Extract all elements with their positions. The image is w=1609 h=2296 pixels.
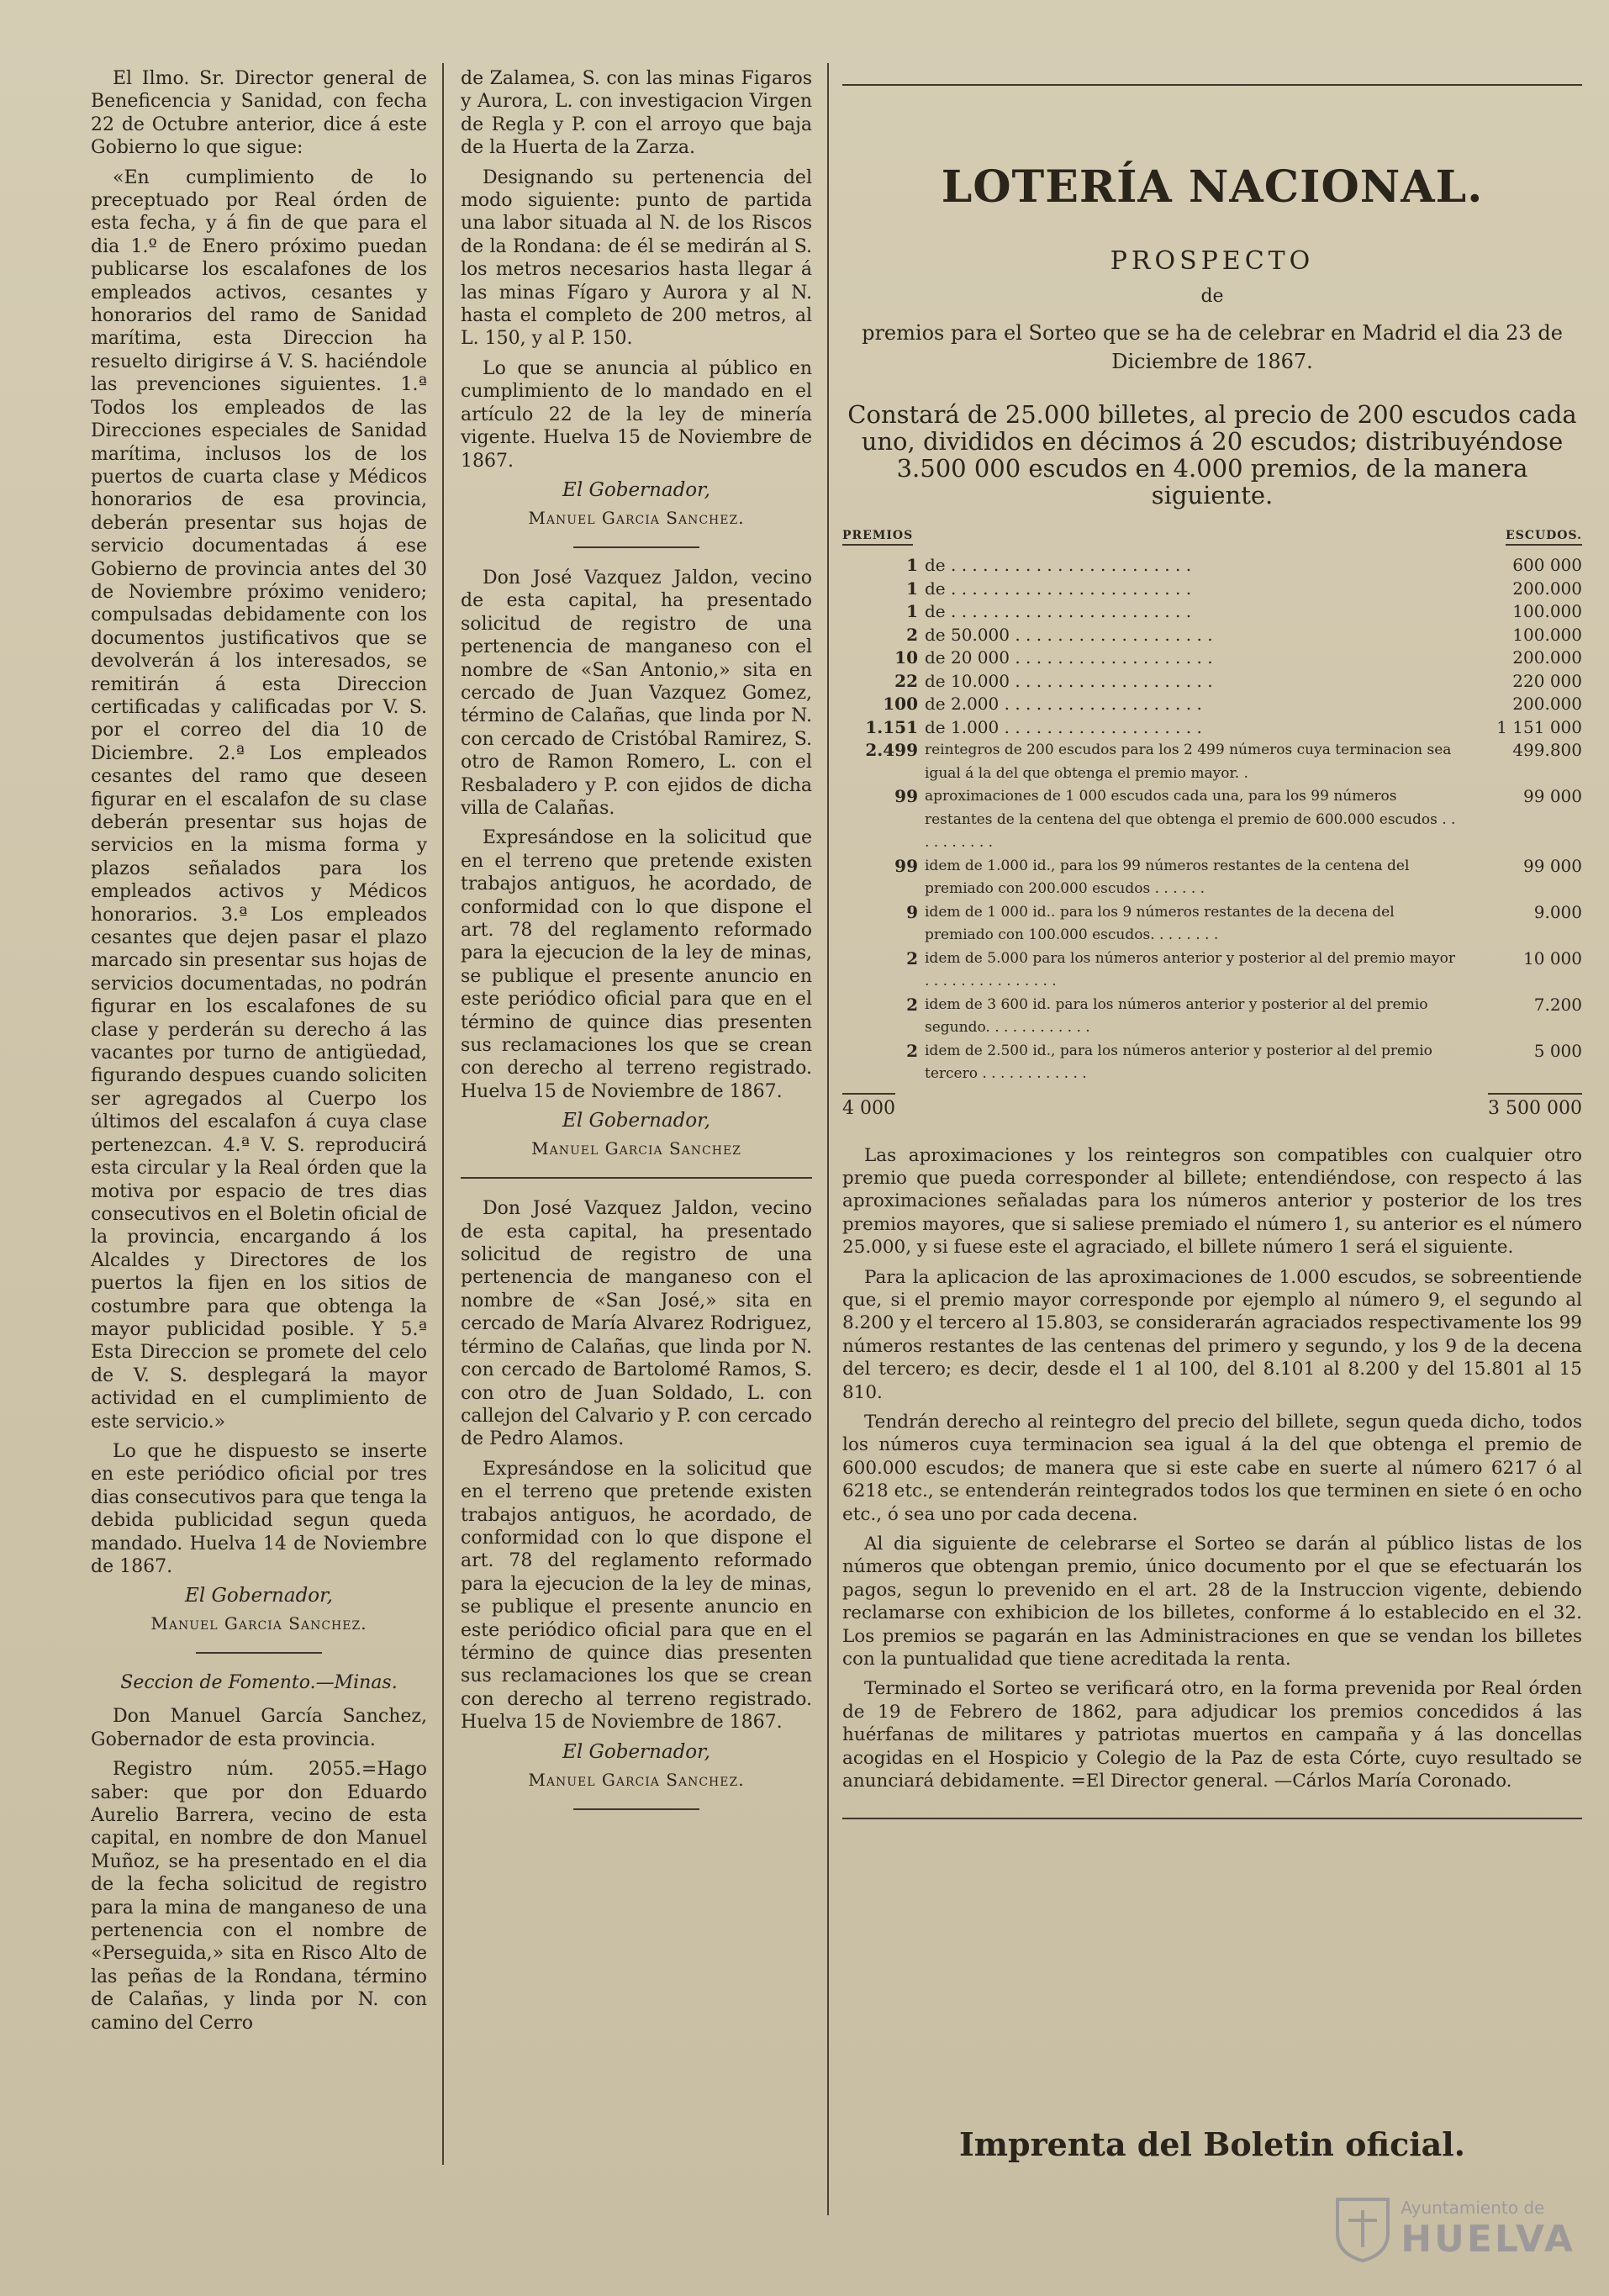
top-rule <box>842 84 1582 86</box>
separator <box>196 1652 322 1654</box>
rules-paragraph: Terminado el Sorteo se verificará otro, en la forma prevenida por Real órden de 19 de Febrero de 1862, para adjudicar los premios concedidos á las huérfanas de militares y patriotas muertos en campaña y á las doncellas acogidas en el Hospicio y Colegio de la Paz de esta Córte, cuyo resultado se anunciará debidamente. =El Director general. —Cárlos María Coronado. <box>842 1678 1582 1792</box>
separator <box>573 1808 699 1810</box>
signature-name: Manuel Garcia Sanchez. <box>150 1613 367 1634</box>
bottom-rule <box>842 1818 1582 1819</box>
signature-name: Manuel Garcia Sanchez <box>531 1138 741 1159</box>
total-count: 4 000 <box>842 1093 895 1119</box>
governor-intro: Don Manuel García Sanchez, Gobernador de esta provincia. <box>91 1706 427 1750</box>
registro-text: Registro núm. 2055.=Hago saber: que por don Eduardo Aurelio Barrera, vecino de esta capital, en nombre de don Manuel Muñoz, se ha presentado en el dia de la fecha solicitud de registro para la mina de manganeso de una pertenencia con el nombre de «Perseguida,» sita en Risco Alto de las peñas de la Rondana, término de Calañas, y linda por N. con camino del Cerro <box>91 1759 427 2034</box>
column-3-loteria <box>842 67 1582 1838</box>
signature-role: El Gobernador, <box>185 1585 333 1607</box>
table-row: 2 de 50.000 . . . . . . . . . . . . . . . . . . . 100.000 <box>906 624 1582 645</box>
san-antonio-request: Don José Vazquez Jaldon, vecino de esta capital, ha presentado solicitud de registro de una pertenencia de manganeso con el nombre de «San Antonio,» sita en cercado de Juan Vazquez Gomez, término de Calañas, que linda por N. con cercado de Cristóbal Ramirez, S. otro de Ramon Romero, L. con el Resbaladero y P. con ejidos de dicha villa de Calañas. <box>461 567 812 819</box>
de-label: de <box>1200 286 1224 307</box>
rules-paragraph: Tendrán derecho al reintegro del precio del billete, segun queda dicho, todos los números cuya terminacion sea igual á la del que obtenga el premio de 600.000 escudos; de manera que si este cabe en suerte al número 6217 ó al 6218 etc., se entenderán reintegrados todos los que terminen en siete ó en ocho etc., ó sea uno por cada decena. <box>842 1411 1582 1525</box>
table-row: 1.151 de 1.000 . . . . . . . . . . . . . . . . . . . 1 151 000 <box>865 716 1582 737</box>
mine-bounds: de Zalamea, S. con las minas Figaros y Aurora, L. con investigacion Virgen de Regla y P. con el arroyo que baja de la Huerta de la Zarza. <box>461 68 812 159</box>
total-value: 3 500 000 <box>1488 1093 1582 1119</box>
column-divider-right <box>827 63 829 2215</box>
separator <box>461 1177 812 1179</box>
sorteo-lead: premios para el Sorteo que se ha de celebrar en Madrid el dia 23 de Diciembre de 1867. <box>862 321 1563 373</box>
table-row: 1 de . . . . . . . . . . . . . . . . . . . . . . . 100.000 <box>906 601 1582 621</box>
prize-totals <box>842 1093 1582 1119</box>
table-row: 2.499 reintegros de 200 escudos para los 2 499 números cuya terminacion sea igual á la del que obtenga el premio mayor. . 499.800 <box>865 740 1582 782</box>
separator <box>573 546 699 548</box>
signature-role: El Gobernador, <box>562 478 710 501</box>
table-row: 2 idem de 3 600 id. para los números anterior y posterior al del premio segundo. . . . . . . . . . . . 7.200 <box>906 994 1582 1036</box>
table-row: 2 idem de 2.500 id., para los números anterior y posterior al del premio tercero . . . . . . . . . . . . 5 000 <box>906 1040 1582 1082</box>
table-row: 1 de . . . . . . . . . . . . . . . . . . . . . . . 200.000 <box>906 578 1582 599</box>
table-row: 1 de . . . . . . . . . . . . . . . . . . . . . . . 600 000 <box>906 555 1582 575</box>
table-row: 9 idem de 1 000 id.. para los 9 números restantes de la decena del premiado con 100.000 escudos. . . . . . . . 9.000 <box>906 901 1582 943</box>
table-row: 10 de 20 000 . . . . . . . . . . . . . . . . . . . 200.000 <box>894 647 1582 668</box>
table-row: 100 de 2.000 . . . . . . . . . . . . . . . . . . . 200.000 <box>883 694 1582 714</box>
section-heading: Seccion de Fomento.—Minas. <box>120 1672 398 1694</box>
watermark-line1: Ayuntamiento de <box>1401 2197 1545 2218</box>
signature-role: El Gobernador, <box>562 1740 710 1763</box>
rules-paragraph: Al dia siguiente de celebrarse el Sorteo se darán al público listas de los números que obtengan premio, único documento por el que se efectuarán los pagos, segun lo prevenido en el art. 28 de la Instruccion vigente, debiendo reclamarse con exhibicion de los billetes, conforme á lo establecido en el 32. Los premios se pagarán en las Administraciones en que se vendan los billetes con la puntualidad que tiene acreditada la renta. <box>842 1533 1582 1671</box>
signature-name: Manuel Garcia Sanchez. <box>528 507 745 528</box>
escudos-header: ESCUDOS. <box>1506 529 1582 546</box>
mine-announcement: Lo que se anuncia al público en cumplimiento de lo mandado en el artículo 22 de la ley de minería vigente. Huelva 15 de Noviembre de 1867. <box>461 357 812 472</box>
watermark-line2: HUELVA <box>1401 2217 1575 2261</box>
table-row: 99 idem de 1.000 id., para los 99 números restantes de la centena del premiado con 200.000 escudos . . . . . . 99 000 <box>894 855 1582 897</box>
billetes-terms: Constará de 25.000 billetes, al precio de 200 escudos cada uno, divididos en décimos á 20 escudos; distribuyéndose 3.500 000 escudos en 4.000 premios, de la manera siguiente. <box>847 400 1577 509</box>
column-2 <box>461 67 812 1829</box>
ayuntamiento-watermark <box>1333 2195 1575 2262</box>
prize-table-header <box>842 529 1582 546</box>
san-jose-request: Don José Vazquez Jaldon, vecino de esta capital, ha presentado solicitud de registro de una pertenencia de manganeso con el nombre de «San José,» sita en cercado de María Alvarez Rodriguez, término de Calañas, que linda por N. con cercado de Bartolomé Ramos, S. con otro de Juan Soldado, L. con callejon del Calvario y P. con cercado de Pedro Alamos. <box>461 1198 812 1450</box>
prospecto-heading: PROSPECTO <box>1110 246 1315 276</box>
premios-header: PREMIOS <box>842 529 913 546</box>
table-row: 22 de 10.000 . . . . . . . . . . . . . . . . . . . 220 000 <box>894 670 1582 691</box>
loteria-title: LOTERÍA NACIONAL. <box>941 161 1484 213</box>
table-row: 2 idem de 5.000 para los números anterior y posterior al del premio mayor . . . . . . . . . . . . . . . 10 000 <box>906 947 1582 990</box>
column-1 <box>91 67 427 2041</box>
circular-intro: El Ilmo. Sr. Director general de Beneficencia y Sanidad, con fecha 22 de Octubre anterior, dice á este Gobierno lo que sigue: <box>91 68 427 159</box>
prize-table <box>842 554 1582 1086</box>
signature-name: Manuel Garcia Sanchez. <box>528 1769 745 1790</box>
crest-icon <box>1333 2195 1392 2262</box>
rules-paragraph: Para la aplicacion de las aproximaciones de 1.000 escudos, se sobreentiende que, si el premio mayor corresponde por ejemplo al número 9, el segundo al 8.200 y el tercero al 15.803, se considerarán agraciados respectivamente los 99 números restantes de las centenas del primero y segundo, y los 9 de la decena del tercero; es decir, desde el 1 al 100, del 8.101 al 8.200 y del 15.801 al 15 810. <box>842 1266 1582 1403</box>
column-divider-left <box>442 63 444 2165</box>
circular-closing: Lo que he dispuesto se inserte en este periódico oficial por tres dias consecutivos para que tenga la debida publicidad segun queda mandado. Huelva 14 de Noviembre de 1867. <box>91 1440 427 1577</box>
rules-paragraph: Las aproximaciones y los reintegros son compatibles con cualquier otro premio que pueda corresponder al billete; entendiéndose, con respecto á las aproximaciones señaladas para los números anterior y posterior de los tres premios mayores, que si saliese premiado el número 1, su anterior es el número 25.000, y si fuese este el agraciado, el billete número 1 será el siguiente. <box>842 1144 1582 1259</box>
signature-role: El Gobernador, <box>562 1110 710 1132</box>
san-antonio-resolution: Expresándose en la solicitud que en el terreno que pretende existen trabajos antiguos, he acordado, de conformidad con lo que dispone el art. 78 del reglamento reformado para la ejecucion de la ley de minas, se publique el presente anuncio en este periódico oficial para que en el término de quince dias presenten sus reclamaciones los que se crean con derecho al terreno registrado. Huelva 15 de Noviembre de 1867. <box>461 827 812 1102</box>
san-jose-resolution: Expresándose en la solicitud que en el terreno que pretende existen trabajos antiguos, he acordado, de conformidad con lo que dispone el art. 78 del reglamento reformado para la ejecucion de la ley de minas, se publique el presente anuncio en este periódico oficial para que en el término de quince dias presenten sus reclamaciones los que se crean con derecho al terreno registrado. Huelva 15 de Noviembre de 1867. <box>461 1458 812 1734</box>
printer-credit: Imprenta del Boletin oficial. <box>959 2125 1465 2163</box>
mine-designation: Designando su pertenencia del modo siguiente: punto de partida una labor situada al N. de los Riscos de la Rondana: de él se medirán al S. los metros necesarios hasta llegar á las minas Fígaro y Aurora y al N. hasta el completo de 200 metros, al L. 150, y al P. 150. <box>461 166 812 350</box>
circular-body: «En cumplimiento de lo preceptuado por Real órden de esta fecha, y á fin de que para el dia 1.º de Enero próximo puedan publicarse los escalafones de los empleados activos, cesantes y honorarios del ramo de Sanidad marítima, esta Direccion ha resuelto dirigirse á V. S. haciéndole las prevenciones siguientes. 1.ª Todos los empleados de las Direcciones especiales de Sanidad marítima, inclusos los de los puertos de cuarta clase y Médicos honorarios de esa provincia, deberán presentar sus hojas de servicio documentadas á ese Gobierno de provincia antes del 30 de Noviembre próximo venidero; compulsadas debidamente con los documentos justificativos que se devolverán á los interesados, se remitirán á esta Direccion certificadas y calificadas por V. S. por el correo del dia 10 de Diciembre. 2.ª Los empleados cesantes del ramo que deseen figurar en el escalafon de su clase deberán presentar sus hojas de servicios en la misma forma y plazos señalados para los empleados activos y Médicos honorarios. 3.ª Los empleados cesantes que dejen pasar el plazo marcado sin presentar sus hojas de servicios documentadas, no podrán figurar en los escalafones de su clase y perderán su derecho á las vacantes por turno de antigüedad, figurando despues cuando soliciten ser agregados al Cuerpo los últimos del escalafon á cuya clase pertenezcan. 4.ª V. S. reproducirá esta circular y la Real órden que la motiva por espacio de tres dias consecutivos en el Boletin oficial de la provincia, encargando á los Alcaldes y Directores de los puertos la fijen en los sitios de costumbre para que obtenga la mayor publicidad posible. Y 5.ª Esta Direccion se promete del celo de V. S. desplegará la mayor actividad en el cumplimiento de este servicio.» <box>91 166 427 1433</box>
table-row: 99 aproximaciones de 1 000 escudos cada una, para los 99 números restantes de la centena del que obtenga el premio de 600.000 escudos . . . . . . . . . . 99 000 <box>894 786 1582 851</box>
